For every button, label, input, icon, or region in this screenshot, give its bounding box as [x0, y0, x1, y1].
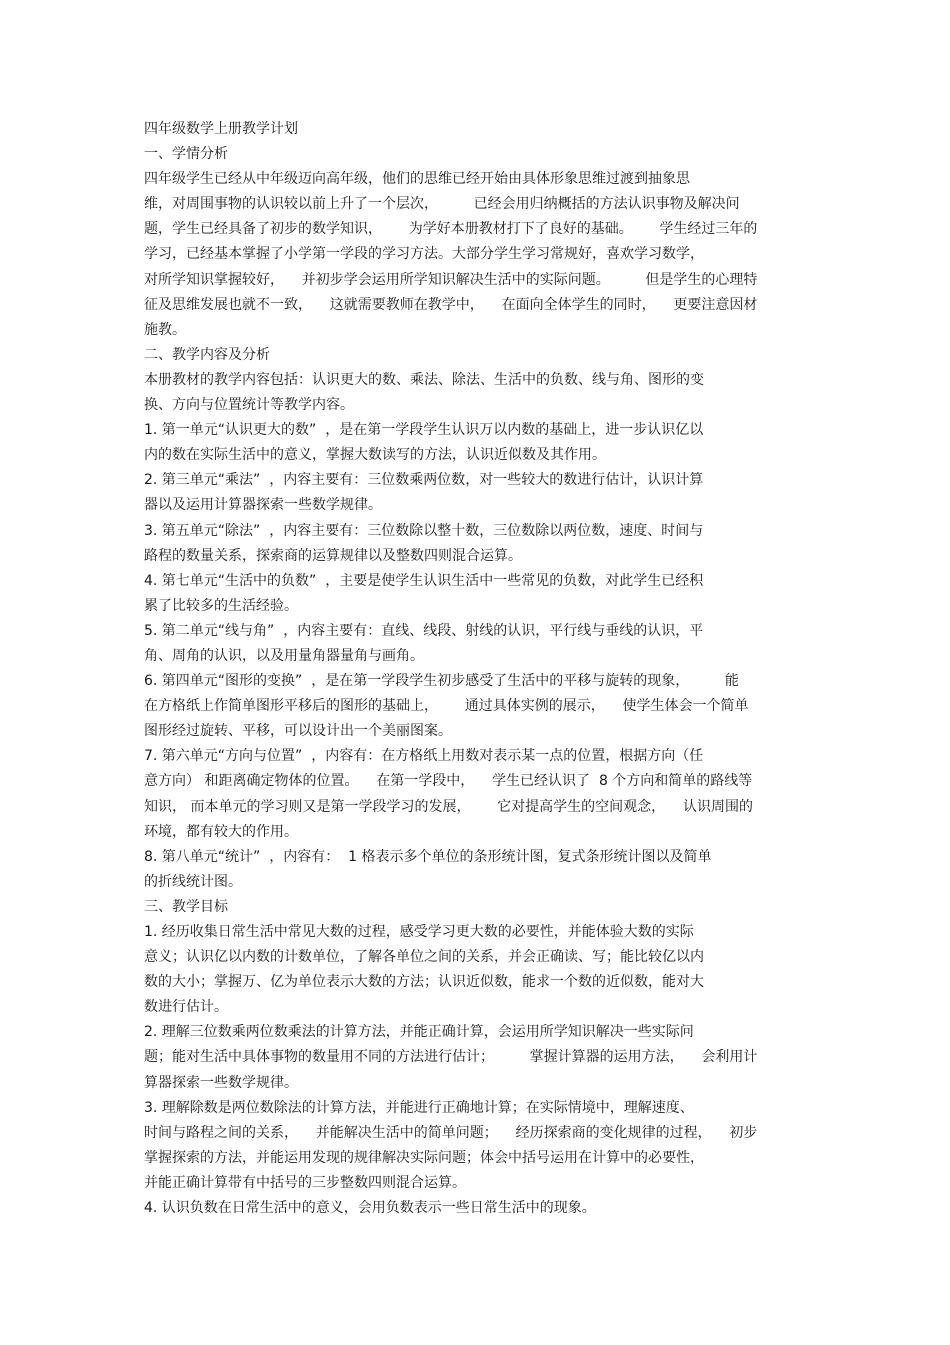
text-line: 1. 第一单元“认识更大的数” ，是在第一学段学生认识万以内数的基础上，进一步认识亿以: [144, 422, 704, 439]
text-line: 对所学知识掌握较好， 并初步学会运用所学知识解决生活中的实际问题。 但是学生的心理特: [144, 271, 758, 288]
text-line: 角、周角的认识，以及用量角器量角与画角。: [144, 647, 424, 664]
text-line: 7. 第六单元“方向与位置” ，内容有：在方格纸上用数对表示某一点的位置，根据方向（任: [144, 748, 704, 765]
text-line: 累了比较多的生活经验。: [144, 597, 298, 614]
text-line: 4. 认识负数在日常生活中的意义，会用负数表示一些日常生活中的现象。: [144, 1200, 596, 1217]
text-line: 维，对周围事物的认识较以前上升了一个层次， 已经会用归纳概括的方法认识事物及解决问: [144, 196, 740, 213]
text-line: 路程的数量关系，探索商的运算规律以及整数四则混合运算。: [144, 547, 522, 564]
text-line: 数进行估计。: [144, 999, 228, 1016]
text-line: 在方格纸上作简单图形平移后的图形的基础上， 通过具体实例的展示， 使学生体会一个简单: [144, 698, 749, 715]
document-title: 四年级数学上册教学计划: [144, 121, 298, 137]
text-line: 时间与路程之间的关系， 并能解决生活中的简单问题； 经历探索商的变化规律的过程， 初步: [144, 1124, 758, 1141]
text-line: 1. 经历收集日常生活中常见大数的过程，感受学习更大数的必要性，并能体验大数的实际: [144, 924, 694, 940]
text-line: 题，学生已经具备了初步的数学知识， 为学好本册教材打下了良好的基础。 学生经过三年的: [144, 221, 758, 238]
text-line: 意方向） 和距离确定物体的位置。 在第一学段中， 学生已经认识了 8 个方向和简单的路线等: [144, 773, 753, 790]
text-line: 四年级学生已经从中年级迈向高年级，他们的思维已经开始由具体形象思维过渡到抽象思: [144, 171, 690, 188]
text-line: 二、教学内容及分析: [144, 346, 270, 363]
text-line: 知识， 而本单元的学习则又是第一学段学习的发展， 它对提高学生的空间观念， 认识周围的: [144, 798, 753, 815]
text-line: 施教。: [144, 321, 186, 338]
text-line: 图形经过旋转、平移，可以设计出一个美丽图案。: [144, 723, 452, 740]
text-line: 数的大小；掌握万、亿为单位表示大数的方法；认识近似数，能求一个数的近似数，能对大: [144, 974, 704, 991]
text-line: 三、教学目标: [144, 898, 228, 915]
text-line: 2. 第三单元“乘法” ，内容主要有：三位数乘两位数，对一些较大的数进行估计，认识计算: [144, 472, 704, 489]
text-line: 学习，已经基本掌握了小学第一学段的学习方法。大部分学生学习常规好，喜欢学习数学，: [144, 246, 704, 263]
text-line: 4. 第七单元“生活中的负数” ，主要是使学生认识生活中一些常见的负数，对此学生已经积: [144, 572, 704, 589]
text-line: 意义；认识亿以内数的计数单位，了解各单位之间的关系，并会正确读、写；能比较亿以内: [144, 949, 704, 966]
text-line: 的折线统计图。: [144, 873, 242, 890]
text-line: 算器探索一些数学规律。: [144, 1074, 298, 1091]
text-line: 内的数在实际生活中的意义，掌握大数读写的方法，认识近似数及其作用。: [144, 447, 606, 464]
text-line: 掌握探索的方法，并能运用发现的规律解决实际问题；体会中括号运用在计算中的必要性，: [144, 1149, 704, 1166]
text-line: 2. 理解三位数乘两位数乘法的计算方法，并能正确计算，会运用所学知识解决一些实际问: [144, 1024, 694, 1041]
text-line: 8. 第八单元“统计” ，内容有： 1 格表示多个单位的条形统计图，复式条形统计图以及简单: [144, 848, 712, 865]
text-line: 6. 第四单元“图形的变换” ，是在第一学段学生初步感受了生活中的平移与旋转的现象， 能: [144, 673, 739, 690]
text-line: 环境，都有较大的作用。: [144, 823, 298, 840]
text-line: 3. 理解除数是两位数除法的计算方法，并能进行正确地计算；在实际情境中，理解速度、: [144, 1099, 694, 1116]
text-line: 换、方向与位置统计等教学内容。: [144, 397, 354, 414]
text-line: 征及思维发展也就不一致， 这就需要教师在教学中， 在面向全体学生的同时， 更要注意因材: [144, 296, 758, 313]
document-body: [144, 117, 812, 1221]
text-line: 题；能对生活中具体事物的数量用不同的方法进行估计； 掌握计算器的运用方法， 会利用计: [144, 1049, 758, 1066]
text-line: 5. 第二单元“线与角” ，内容主要有：直线、线段、射线的认识，平行线与垂线的认识，平: [144, 622, 704, 639]
text-line: 并能正确计算带有中括号的三步整数四则混合运算。: [144, 1174, 466, 1191]
text-line: 一、学情分析: [144, 146, 228, 163]
text-line: 本册教材的教学内容包括：认识更大的数、乘法、除法、生活中的负数、线与角、图形的变: [144, 371, 704, 388]
text-line: 器以及运用计算器探索一些数学规律。: [144, 497, 382, 514]
text-line: 3. 第五单元“除法” ，内容主要有：三位数除以整十数，三位数除以两位数，速度、时间与: [144, 522, 704, 539]
